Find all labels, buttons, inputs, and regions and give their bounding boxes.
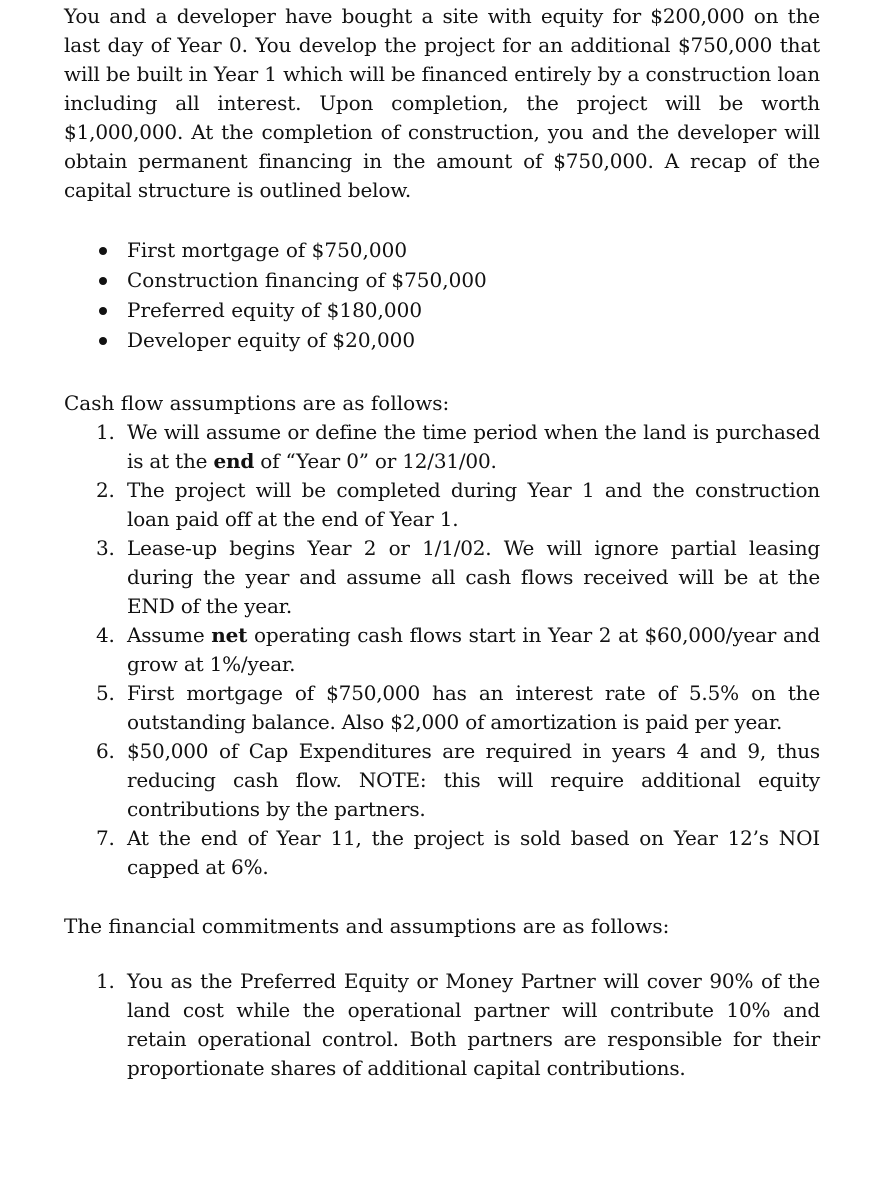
item-number: 1. bbox=[96, 420, 115, 444]
bullet-text: Preferred equity of $180,000 bbox=[127, 298, 423, 322]
bullet-icon bbox=[99, 307, 107, 315]
commitments-list bbox=[64, 967, 820, 1083]
item-text: Assume bbox=[127, 623, 212, 647]
item-text: Lease-up begins Year 2 or 1/1/02. We will ignore partial leasing during the year and assume all cash flows received will be at the END of the year. bbox=[127, 536, 820, 618]
document-page bbox=[64, 2, 820, 1083]
item-text: First mortgage of $750,000 has an interest rate of 5.5% on the outstanding balance. Also $2,000 of amortization is paid per year. bbox=[127, 681, 820, 734]
bullet-icon bbox=[99, 277, 107, 285]
item-text: You as the Preferred Equity or Money Partner will cover 90% of the land cost while the operational partner will contribute 10% and retain operational control. Both partners are responsible for their proportionate shares of additional capital contributions. bbox=[127, 969, 820, 1080]
item-number: 3. bbox=[96, 536, 115, 560]
item-text: The project will be completed during Year 1 and the construction loan paid off at the end of Year 1. bbox=[127, 478, 820, 531]
item-number: 7. bbox=[96, 826, 115, 850]
item-emphasis: end bbox=[213, 449, 255, 473]
list-item bbox=[64, 967, 820, 1083]
list-item bbox=[64, 235, 820, 265]
item-text-after: operating cash flows start in Year 2 at $60,000/year and grow at 1%/year. bbox=[127, 623, 820, 676]
bullet-text: Developer equity of $20,000 bbox=[127, 328, 416, 352]
item-text: At the end of Year 11, the project is sold based on Year 12’s NOI capped at 6%. bbox=[127, 826, 820, 879]
intro-paragraph: You and a developer have bought a site with equity for $200,000 on the last day of Year 0. You develop the project for an additional $750,000 that will be built in Year 1 which will be financed entirely by a construction loan including all interest. Upon completion, the project will be worth $1,000,000. At the completion of construction, you and the developer will obtain permanent financing in the amount of $750,000. A recap of the capital structure is outlined below. bbox=[64, 4, 820, 202]
bullet-icon bbox=[99, 247, 107, 255]
list-item bbox=[64, 679, 820, 737]
item-number: 4. bbox=[96, 623, 115, 647]
list-item bbox=[64, 534, 820, 621]
bullet-icon bbox=[99, 337, 107, 345]
list-item bbox=[64, 476, 820, 534]
item-text: We will assume or define the time period when the land is purchased is at the bbox=[127, 420, 820, 473]
item-text-after: of “Year 0” or 12/31/00. bbox=[254, 449, 497, 473]
capital-structure-list bbox=[64, 235, 820, 355]
item-text: $50,000 of Cap Expenditures are required in years 4 and 9, thus reducing cash flow. NOTE: this will require additional equity contributions by the partners. bbox=[127, 739, 820, 821]
cash-flow-heading: Cash flow assumptions are as follows: bbox=[64, 391, 450, 415]
list-item bbox=[64, 418, 820, 476]
list-item bbox=[64, 621, 820, 679]
item-number: 5. bbox=[96, 681, 115, 705]
list-item bbox=[64, 824, 820, 882]
list-item bbox=[64, 295, 820, 325]
list-item bbox=[64, 737, 820, 824]
bullet-text: Construction financing of $750,000 bbox=[127, 268, 487, 292]
cash-flow-list bbox=[64, 418, 820, 882]
list-item bbox=[64, 265, 820, 295]
bullet-text: First mortgage of $750,000 bbox=[127, 238, 408, 262]
item-number: 6. bbox=[96, 739, 115, 763]
item-emphasis: net bbox=[211, 623, 248, 647]
commitments-heading: The financial commitments and assumptions are as follows: bbox=[64, 914, 670, 938]
list-item bbox=[64, 325, 820, 355]
item-number: 2. bbox=[96, 478, 115, 502]
item-number: 1. bbox=[96, 969, 115, 993]
